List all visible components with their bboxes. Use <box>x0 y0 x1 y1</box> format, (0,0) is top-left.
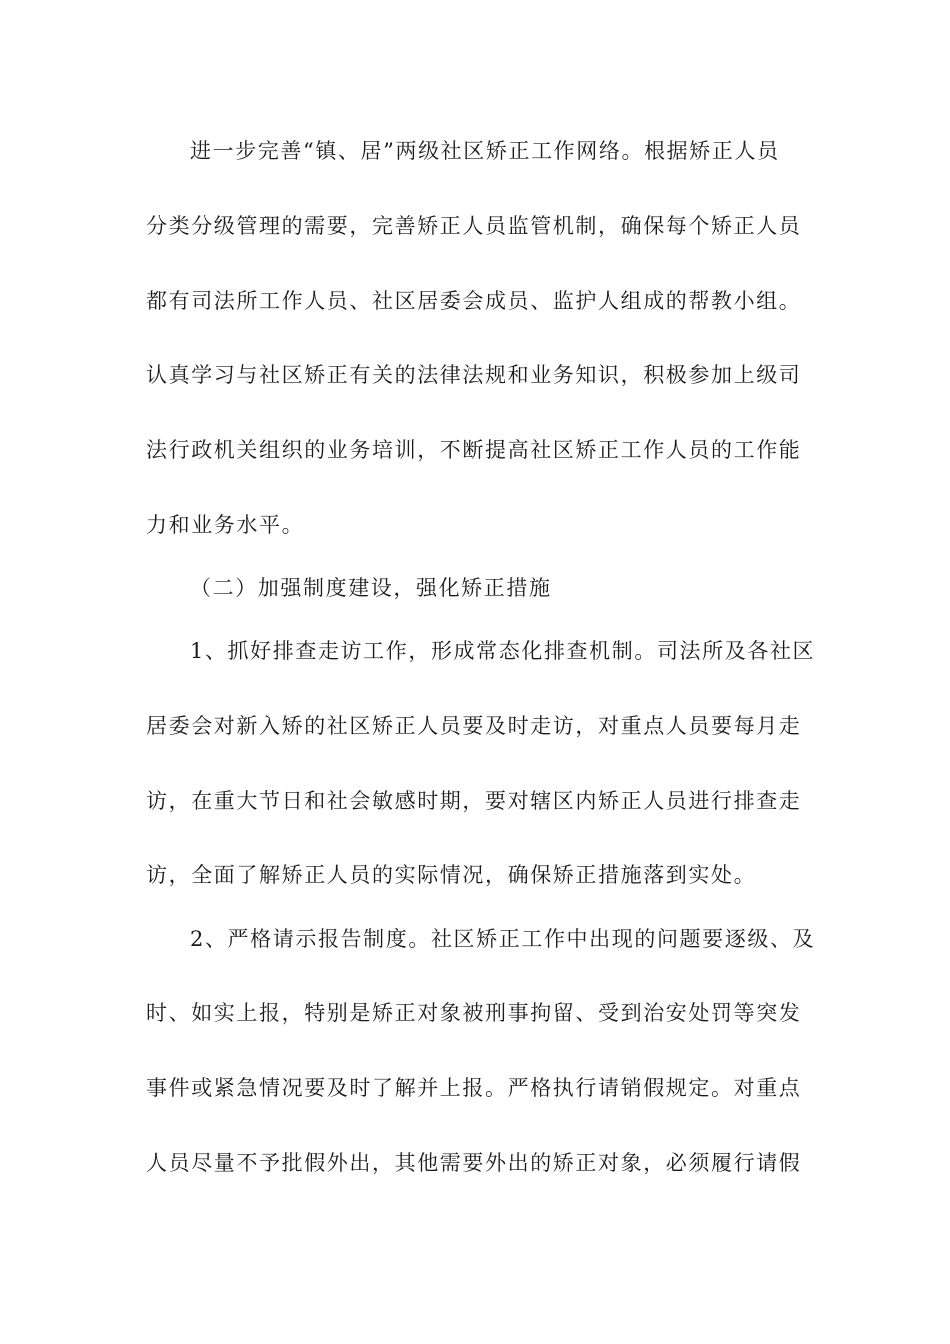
section-heading: （二）加强制度建设，强化矫正措施 <box>190 576 552 600</box>
paragraph-line: 事件或紧急情况要及时了解并上报。严格执行请销假规定。对重点 <box>146 1076 802 1100</box>
paragraph-line: 都有司法所工作人员、社区居委会成员、监护人组成的帮教小组。 <box>146 289 802 313</box>
paragraph-line: 力和业务水平。 <box>146 513 305 537</box>
paragraph-line: 1、抓好排查走访工作，形成常态化排查机制。司法所及各社区 <box>190 639 816 663</box>
paragraph-line: 时、如实上报，特别是矫正对象被刑事拘留、受到治安处罚等突发 <box>146 1001 802 1025</box>
paragraph-line: 访，在重大节日和社会敏感时期，要对辖区内矫正人员进行排查走 <box>146 789 802 813</box>
paragraph-line: 法行政机关组织的业务培训，不断提高社区矫正工作人员的工作能 <box>146 438 802 462</box>
paragraph-line: 访，全面了解矫正人员的实际情况，确保矫正措施落到实处。 <box>146 863 757 887</box>
paragraph-line: 2、严格请示报告制度。社区矫正工作中出现的问题要逐级、及 <box>190 927 816 951</box>
paragraph-line: 进一步完善“镇、居”两级社区矫正工作网络。根据矫正人员 <box>190 139 780 163</box>
paragraph-line: 居委会对新入矫的社区矫正人员要及时走访，对重点人员要每月走 <box>146 714 802 738</box>
paragraph-line: 分类分级管理的需要，完善矫正人员监管机制，确保每个矫正人员 <box>146 214 802 238</box>
paragraph-line: 人员尽量不予批假外出，其他需要外出的矫正对象，必须履行请假 <box>146 1151 802 1175</box>
paragraph-line: 认真学习与社区矫正有关的法律法规和业务知识，积极参加上级司 <box>146 363 802 387</box>
